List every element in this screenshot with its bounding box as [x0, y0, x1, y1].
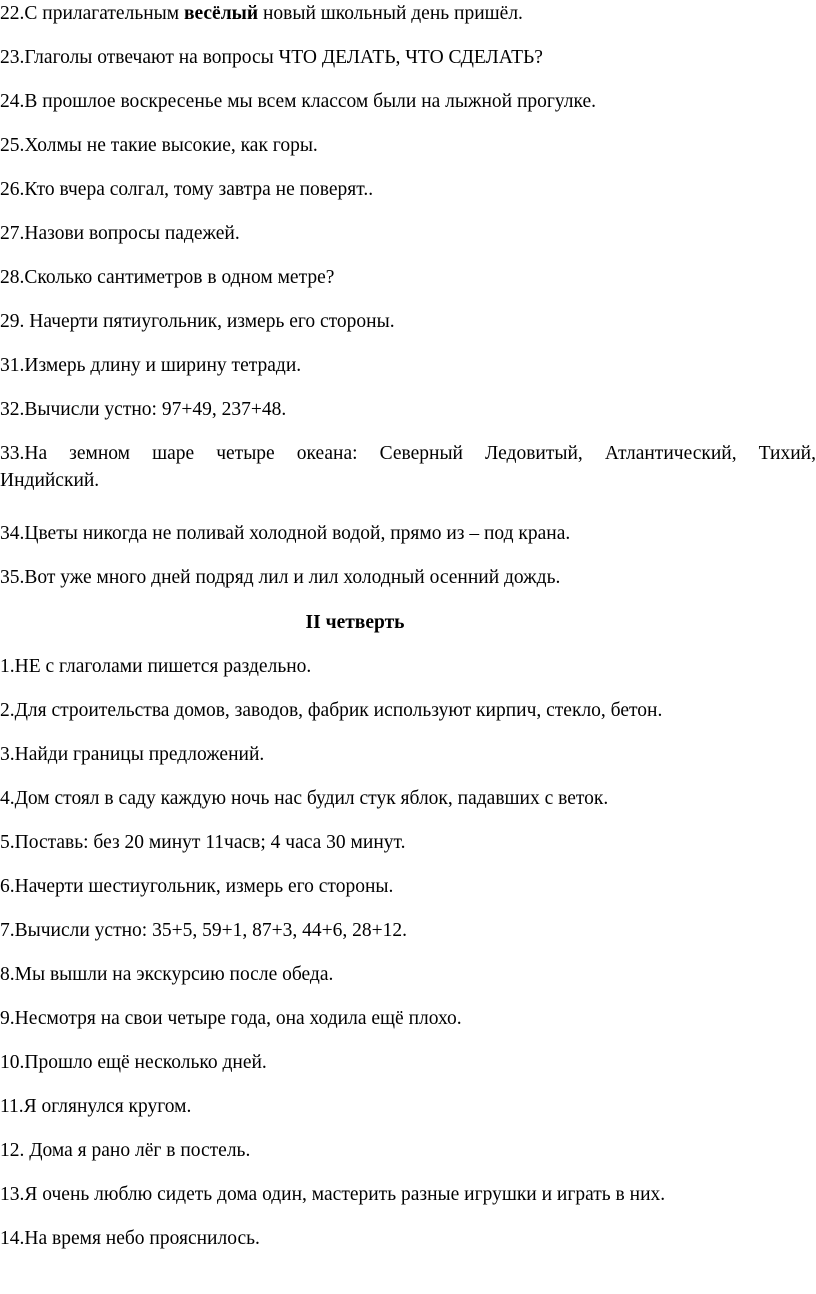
list-item: 3.Найди границы предложений. — [0, 744, 265, 765]
list-item: 25.Холмы не такие высокие, как горы. — [0, 135, 318, 156]
item-text: новый школьный день пришёл. — [258, 3, 523, 24]
list-item: 31.Измерь длину и ширину тетради. — [0, 355, 302, 376]
list-item: 27.Назови вопросы падежей. — [0, 223, 240, 244]
list-item: 35.Вот уже много дней подряд лил и лил холодный осенний дождь. — [0, 567, 561, 588]
list-item: 23.Глаголы отвечают на вопросы ЧТО ДЕЛАТЬ, ЧТО СДЕЛАТЬ? — [0, 47, 543, 68]
list-item: 2.Для строительства домов, заводов, фабрик используют кирпич, стекло, бетон. — [0, 700, 663, 721]
item-text: 22.С прилагательным — [0, 3, 184, 24]
list-item: 28.Сколько сантиметров в одном метре? — [0, 267, 335, 288]
list-item: 6.Начерти шестиугольник, измерь его стороны. — [0, 876, 394, 897]
section-heading: II четверть — [305, 612, 405, 633]
list-item: 29. Начерти пятиугольник, измерь его стороны. — [0, 311, 395, 332]
list-item: 5.Поставь: без 20 минут 11часв; 4 часа 30 минут. — [0, 832, 406, 853]
list-item: 34.Цветы никогда не поливай холодной водой, прямо из – под крана. — [0, 523, 571, 544]
list-item: 13.Я очень люблю сидеть дома один, мастерить разные игрушки и играть в них. — [0, 1184, 666, 1205]
list-item — [0, 440, 816, 494]
list-item: 11.Я оглянулся кругом. — [0, 1096, 192, 1117]
item-text-line-2: Индийский. — [0, 470, 100, 491]
list-item: 12. Дома я рано лёг в постель. — [0, 1140, 251, 1161]
list-item: 26.Кто вчера солгал, тому завтра не поверят.. — [0, 179, 374, 200]
item-bold-word: весёлый — [183, 3, 259, 24]
list-item: 24.В прошлое воскресенье мы всем классом были на лыжной прогулке. — [0, 91, 597, 112]
list-item: 4.Дом стоял в саду каждую ночь нас будил стук яблок, падавших с веток. — [0, 788, 609, 809]
item-text-line-1: 33.На земном шаре четыре океана: Северный Ледовитый, Атлантический, Тихий, — [0, 443, 816, 464]
list-item: 1.НЕ с глаголами пишется раздельно. — [0, 656, 312, 677]
list-item — [0, 0, 816, 27]
list-item: 10.Прошло ещё несколько дней. — [0, 1052, 267, 1073]
list-item: 8.Мы вышли на экскурсию после обеда. — [0, 964, 334, 985]
list-item: 7.Вычисли устно: 35+5, 59+1, 87+3, 44+6, 28+12. — [0, 920, 407, 941]
list-item: 32.Вычисли устно: 97+49, 237+48. — [0, 399, 287, 420]
list-item: 14.На время небо прояснилось. — [0, 1228, 260, 1249]
list-item: 9.Несмотря на свои четыре года, она ходила ещё плохо. — [0, 1008, 462, 1029]
